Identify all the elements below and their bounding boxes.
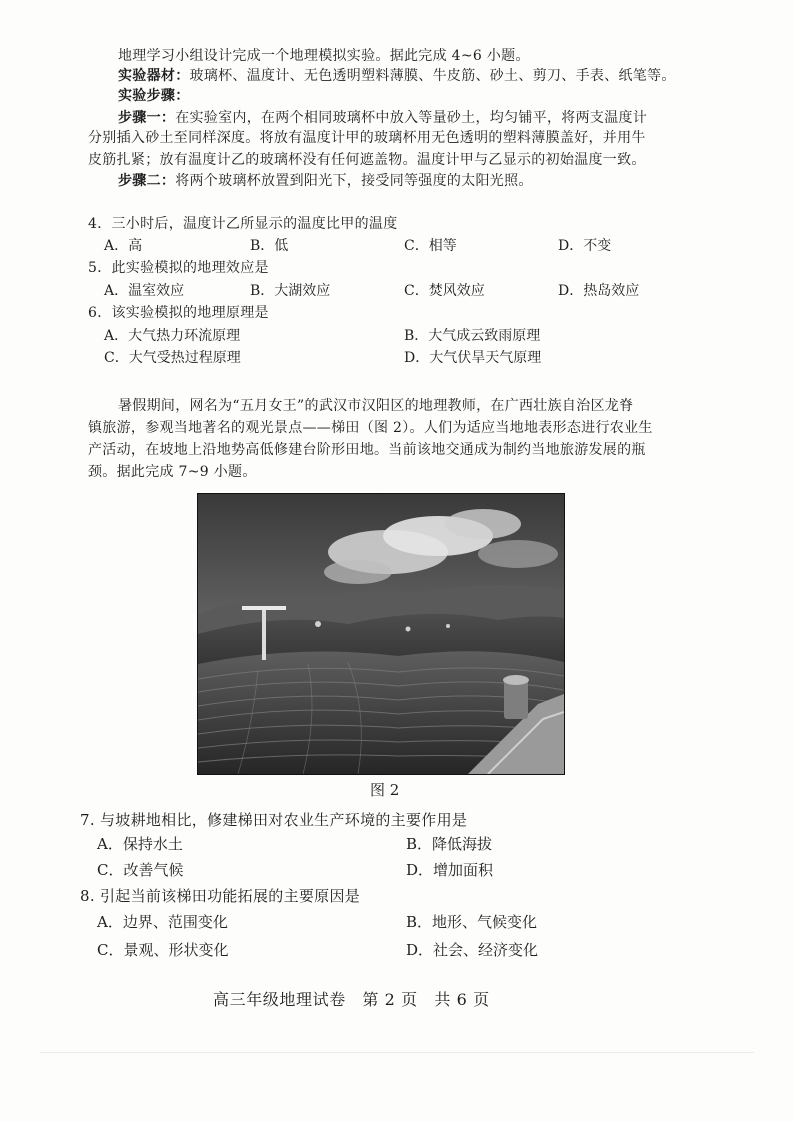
question-option: D．不变 (558, 238, 612, 254)
step1-label: 步骤一： (118, 110, 176, 126)
intro-line: 地理学习小组设计完成一个地理模拟实验。据此完成 4~6 小题。 (118, 48, 530, 64)
question-stem: 7. 与坡耕地相比，修建梯田对农业生产环境的主要作用是 (80, 811, 468, 829)
materials-text: 玻璃杯、温度计、无色透明塑料薄膜、牛皮筋、砂土、剪刀、手表、纸笔等。 (189, 68, 676, 84)
step1-line: 皮筋扎紧；放有温度计乙的玻璃杯没有任何遮盖物。温度计甲与乙显示的初始温度一致。 (88, 152, 646, 168)
materials-line (118, 66, 676, 86)
question-option: C．相等 (404, 238, 457, 254)
passage-line: 暑假期间，网名为“五月女王”的武汉市汉阳区的地理教师，在广西壮族自治区龙脊 (118, 398, 634, 414)
question-option: B．降低海拔 (406, 835, 493, 853)
question-stem: 6．该实验模拟的地理原理是 (88, 305, 269, 321)
question-option: C．焚风效应 (404, 283, 485, 299)
question-option: A．高 (104, 238, 143, 254)
question-option: C．改善气候 (97, 861, 184, 879)
terrace-photo (197, 493, 565, 775)
question-option: B．大湖效应 (250, 283, 331, 299)
question-option: C．景观、形状变化 (97, 941, 229, 959)
question-stem: 5．此实验模拟的地理效应是 (88, 260, 269, 276)
step1-line (118, 108, 647, 128)
passage-line: 颈。据此完成 7~9 小题。 (88, 464, 257, 480)
question-option: A．温室效应 (104, 283, 185, 299)
question-option: D．社会、经济变化 (406, 941, 539, 959)
question-stem: 4．三小时后，温度计乙所显示的温度比甲的温度 (88, 216, 398, 232)
step2-label: 步骤二： (118, 173, 176, 189)
figure-caption: 图 2 (370, 781, 400, 799)
page-footer: 高三年级地理试卷 第 2 页 共 6 页 (213, 990, 490, 1009)
question-option: C．大气受热过程原理 (104, 350, 241, 366)
terrace-photo-illustration (198, 494, 564, 774)
question-option: D．增加面积 (406, 861, 494, 879)
question-option: B．大气成云致雨原理 (404, 328, 541, 344)
question-option: B．低 (250, 238, 289, 254)
question-option: D．热岛效应 (558, 283, 640, 299)
question-option: A．大气热力环流原理 (104, 328, 241, 344)
passage-line: 镇旅游，参观当地著名的观光景点——梯田（图 2）。人们为适应当地地表形态进行农业生 (88, 420, 653, 436)
step1-text: 在实验室内，在两个相同玻璃杯中放入等量砂土，均匀铺平，将两支温度计 (175, 110, 648, 126)
passage-line: 产活动，在坡地上沿地势高低修建台阶形田地。当前该地交通成为制约当地旅游发展的瓶 (88, 442, 646, 458)
steps-label: 实验步骤： (118, 88, 190, 104)
question-option: B．地形、气候变化 (406, 913, 538, 931)
question-option: D．大气伏旱天气原理 (404, 350, 542, 366)
step1-line: 分别插入砂土至同样深度。将放有温度计甲的玻璃杯用无色透明的塑料薄膜盖好，并用牛 (88, 130, 646, 146)
question-stem: 8. 引起当前该梯田功能拓展的主要原因是 (80, 887, 361, 905)
step2-text: 将两个玻璃杯放置到阳光下，接受同等强度的太阳光照。 (175, 173, 533, 189)
materials-label: 实验器材： (118, 68, 190, 84)
question-option: A．保持水土 (97, 835, 183, 853)
step2-line (118, 171, 533, 191)
page-divider (40, 1052, 754, 1053)
question-option: A．边界、范围变化 (97, 913, 228, 931)
